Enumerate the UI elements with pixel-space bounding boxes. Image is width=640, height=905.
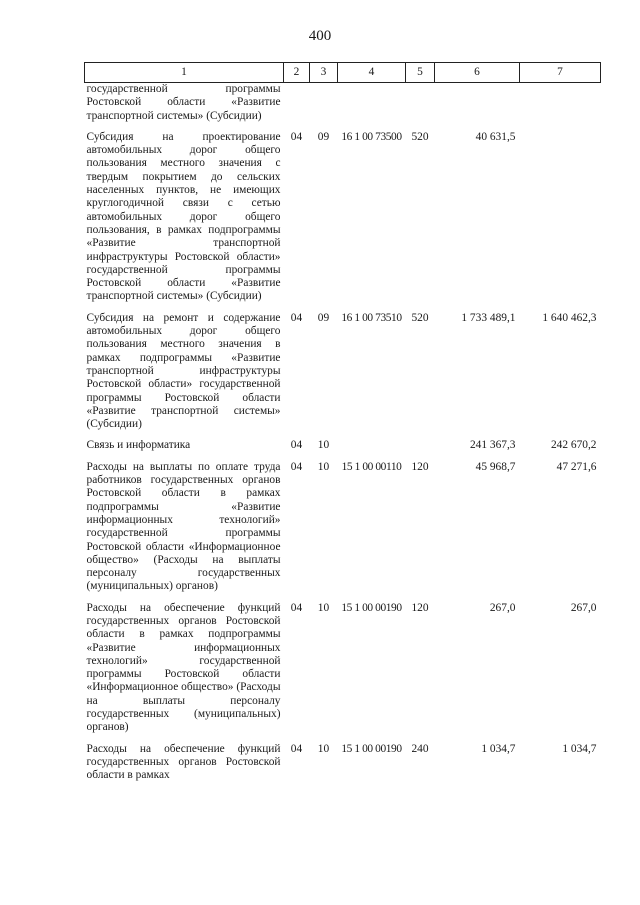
expense-type-code: 520: [411, 130, 429, 143]
table-row: [85, 461, 601, 602]
column-header: 5: [406, 63, 435, 83]
subsection-code: 10: [317, 460, 330, 473]
target-article-code: 15 1 00 00110: [341, 460, 402, 473]
expense-type-code: [406, 83, 435, 131]
row-description: Субсидия на ремонт и содержание автомобильных дорог общего пользования местного значения в рамках подпрограммы «Развитие транспортной инфраструктуры Ростовской области» государственной программы Ростовской области «Развитие транспортной системы» (Субсидии): [86, 311, 281, 431]
subsection-code: 09: [317, 311, 330, 324]
section-code: 04: [290, 130, 303, 143]
subsection-code: 09: [317, 130, 330, 143]
subsection-code: 10: [317, 439, 330, 452]
subsection-code: [310, 83, 338, 131]
section-code: 04: [290, 439, 303, 452]
amount-col7: 267,0: [570, 601, 597, 614]
expense-type-code: [406, 439, 435, 460]
amount-col6: 1 034,7: [481, 742, 516, 755]
table-row: [85, 743, 601, 791]
target-article-code: 15 1 00 00190: [341, 601, 402, 614]
column-header: 1: [85, 63, 284, 83]
column-header: 3: [310, 63, 338, 83]
table-row: [85, 312, 601, 440]
table-row: [85, 83, 601, 131]
table-header-row: [85, 63, 601, 83]
target-article-code: [338, 439, 406, 460]
column-header: 2: [284, 63, 310, 83]
section-code: 04: [290, 311, 303, 324]
amount-col6: 241 367,3: [469, 439, 516, 452]
row-description: Расходы на обеспечение функций государственных органов Ростовской области в рамках: [86, 742, 281, 782]
row-description: Субсидия на проектирование автомобильных дорог общего пользования местного значения с твердым покрытием до сельских населенных пунктов, не имеющих круглогодичной связи с сетью автомобильных дорог общего пользования, в рамках подпрограммы «Развитие транспортной инфраструктуры Ростовской области» государственной программы Ростовской области «Развитие транспортной системы» (Субсидии): [86, 130, 281, 303]
subsection-code: 10: [317, 601, 330, 614]
amount-col7: 242 670,2: [550, 439, 597, 452]
section-code: 04: [290, 742, 303, 755]
amount-col6: [435, 83, 520, 131]
amount-col7: [520, 131, 601, 312]
expense-type-code: 120: [411, 601, 429, 614]
target-article-code: [338, 83, 406, 131]
amount-col7: 1 640 462,3: [542, 311, 597, 324]
page-number: 400: [308, 28, 332, 44]
target-article-code: 16 1 00 73510: [341, 311, 402, 324]
expense-type-code: 120: [411, 460, 429, 473]
budget-table: [84, 62, 601, 791]
section-code: [284, 83, 310, 131]
row-description: государственной программы Ростовской области «Развитие транспортной системы» (Субсидии): [86, 83, 281, 122]
table-row: [85, 131, 601, 312]
amount-col7: [520, 83, 601, 131]
amount-col6: 1 733 489,1: [461, 311, 516, 324]
amount-col6: 40 631,5: [475, 130, 516, 143]
row-description: Расходы на обеспечение функций государственных органов Ростовской области в рамках подпрограммы «Развитие информационных технологий» государственной программы Ростовской области «Информационное общество» (Расходы на выплаты персоналу государственных (муниципальных) органов): [86, 601, 281, 734]
row-description: Связь и информатика: [86, 439, 191, 452]
row-description: Расходы на выплаты по оплате труда работников государственных органов Ростовской области в рамках подпрограммы «Развитие информационных технологий» государственной программы Ростовской области «Информационное общество» (Расходы на выплаты персоналу государственных (муниципальных) органов): [86, 460, 281, 593]
column-header: 4: [338, 63, 406, 83]
section-code: 04: [290, 601, 303, 614]
column-header: 7: [520, 63, 601, 83]
section-code: 04: [290, 460, 303, 473]
amount-col7: 1 034,7: [562, 742, 597, 755]
subsection-code: 10: [317, 742, 330, 755]
table-row: [85, 439, 601, 460]
amount-col6: 267,0: [489, 601, 516, 614]
target-article-code: 16 1 00 73500: [341, 130, 402, 143]
target-article-code: 15 1 00 00190: [341, 742, 402, 755]
expense-type-code: 240: [411, 742, 429, 755]
column-header: 6: [435, 63, 520, 83]
amount-col6: 45 968,7: [475, 460, 516, 473]
table-row: [85, 602, 601, 743]
expense-type-code: 520: [411, 311, 429, 324]
amount-col7: 47 271,6: [556, 460, 597, 473]
